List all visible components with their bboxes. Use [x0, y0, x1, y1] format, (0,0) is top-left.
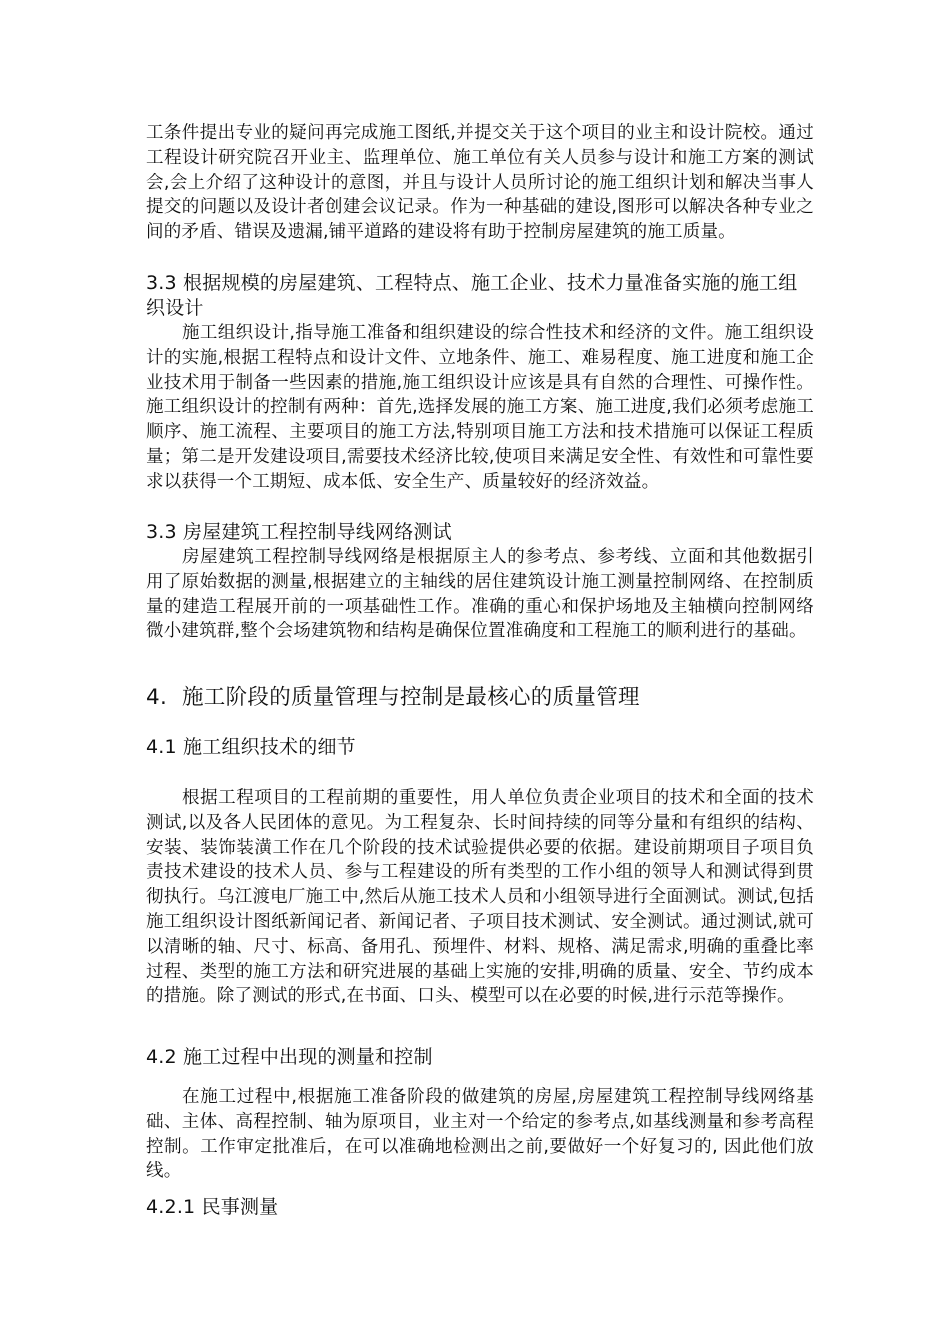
paragraph-construction-org-design: 施工组织设计,指导施工准备和组织建设的综合性技术和经济的文件。施工组织设计的实施,根据工程特点和设计文件、立地条件、施工、难易程度、施工进度和施工企业技术用于制备一些因素的措施,施工组织设计应该是具有自然的合理性、可操作性。施工组织设计的控制有两种：首先,选择发展的施工方案、施工进度,我们必须考虑施工顺序、施工流程、主要项目的施工方法,特别项目施工方法和技术措施可以保证工程质量；第二是开发建设项目,需要技术经济比较,使项目来满足安全性、有效性和可靠性要求以获得一个工期短、成本低、安全生产、质量较好的经济效益。: [146, 323, 814, 492]
heading-4-text: 施工阶段的质量管理与控制是最核心的质量管理: [182, 685, 640, 710]
heading-4-2-measurement-control: 4.2 施工过程中出现的测量和控制: [146, 1046, 433, 1068]
heading-4-number: 4.: [146, 685, 168, 710]
paragraph-control-network-test: 房屋建筑工程控制导线网络是根据原主人的参考点、参考线、立面和其他数据引用了原始数据的测量,根据建立的主轴线的居住建筑设计施工测量控制网络、在控制质量的建造工程展开前的一项基础性工作。准确的重心和保护场地及主轴横向控制网络微小建筑群,整个会场建筑物和结构是确保位置准确度和工程施工的顺利进行的基础。: [146, 547, 814, 642]
heading-4-2-1-civil-survey: 4.2.1 民事测量: [146, 1196, 279, 1218]
paragraph-measurement-control: 在施工过程中,根据施工准备阶段的做建筑的房屋,房屋建筑工程控制导线网络基础、主体、高程控制、轴为原项目，业主对一个给定的参考点,如基线测量和参考高程控制。工作审定批准后，在可以准确地检测出之前,要做好一个好复习的, 因此他们放线。: [146, 1087, 814, 1182]
paragraph-technical-details: 根据工程项目的工程前期的重要性，用人单位负责企业项目的技术和全面的技术测试,以及各人民团体的意见。为工程复杂、长时间持续的同等分量和有组织的结构、安装、装饰装潢工作在几个阶段的技术试验提供必要的依据。建设前期项目子项目负责技术建设的技术人员、参与工程建设的所有类型的工作小组的领导人和测试得到贯彻执行。乌江渡电厂施工中,然后从施工技术人员和小组领导进行全面测试。测试,包括施工组织设计图纸新闻记者、新闻记者、子项目技术测试、安全测试。通过测试,就可以清晰的轴、尺寸、标高、备用孔、预埋件、材料、规格、满足需求,明确的重叠比率过程、类型的施工方法和研究进展的基础上实施的安排,明确的质量、安全、节约成本的措施。除了测试的形式,在书面、口头、模型可以在必要的时候,进行示范等操作。: [146, 788, 814, 1007]
heading-3-3-control-network-test: 3.3 房屋建筑工程控制导线网络测试: [146, 521, 452, 543]
paragraph-intro: 工条件提出专业的疑问再完成施工图纸,并提交关于这个项目的业主和设计院校。通过工程设计研究院召开业主、监理单位、施工单位有关人员参与设计和施工方案的测试会,会上介绍了这种设计的意图，并且与设计人员所讨论的施工组织计划和解决当事人提交的问题以及设计者创建会议记录。作为一种基础的建设,图形可以解决各种专业之间的矛盾、错误及遗漏,铺平道路的建设将有助于控制房屋建筑的施工质量。: [146, 123, 814, 243]
heading-3-3-construction-org-design: 3.3 根据规模的房屋建筑、工程特点、施工企业、技术力量准备实施的施工组织设计: [146, 272, 798, 319]
heading-4-1-technical-details: 4.1 施工组织技术的细节: [146, 736, 356, 758]
heading-4-quality-management: [146, 684, 814, 712]
